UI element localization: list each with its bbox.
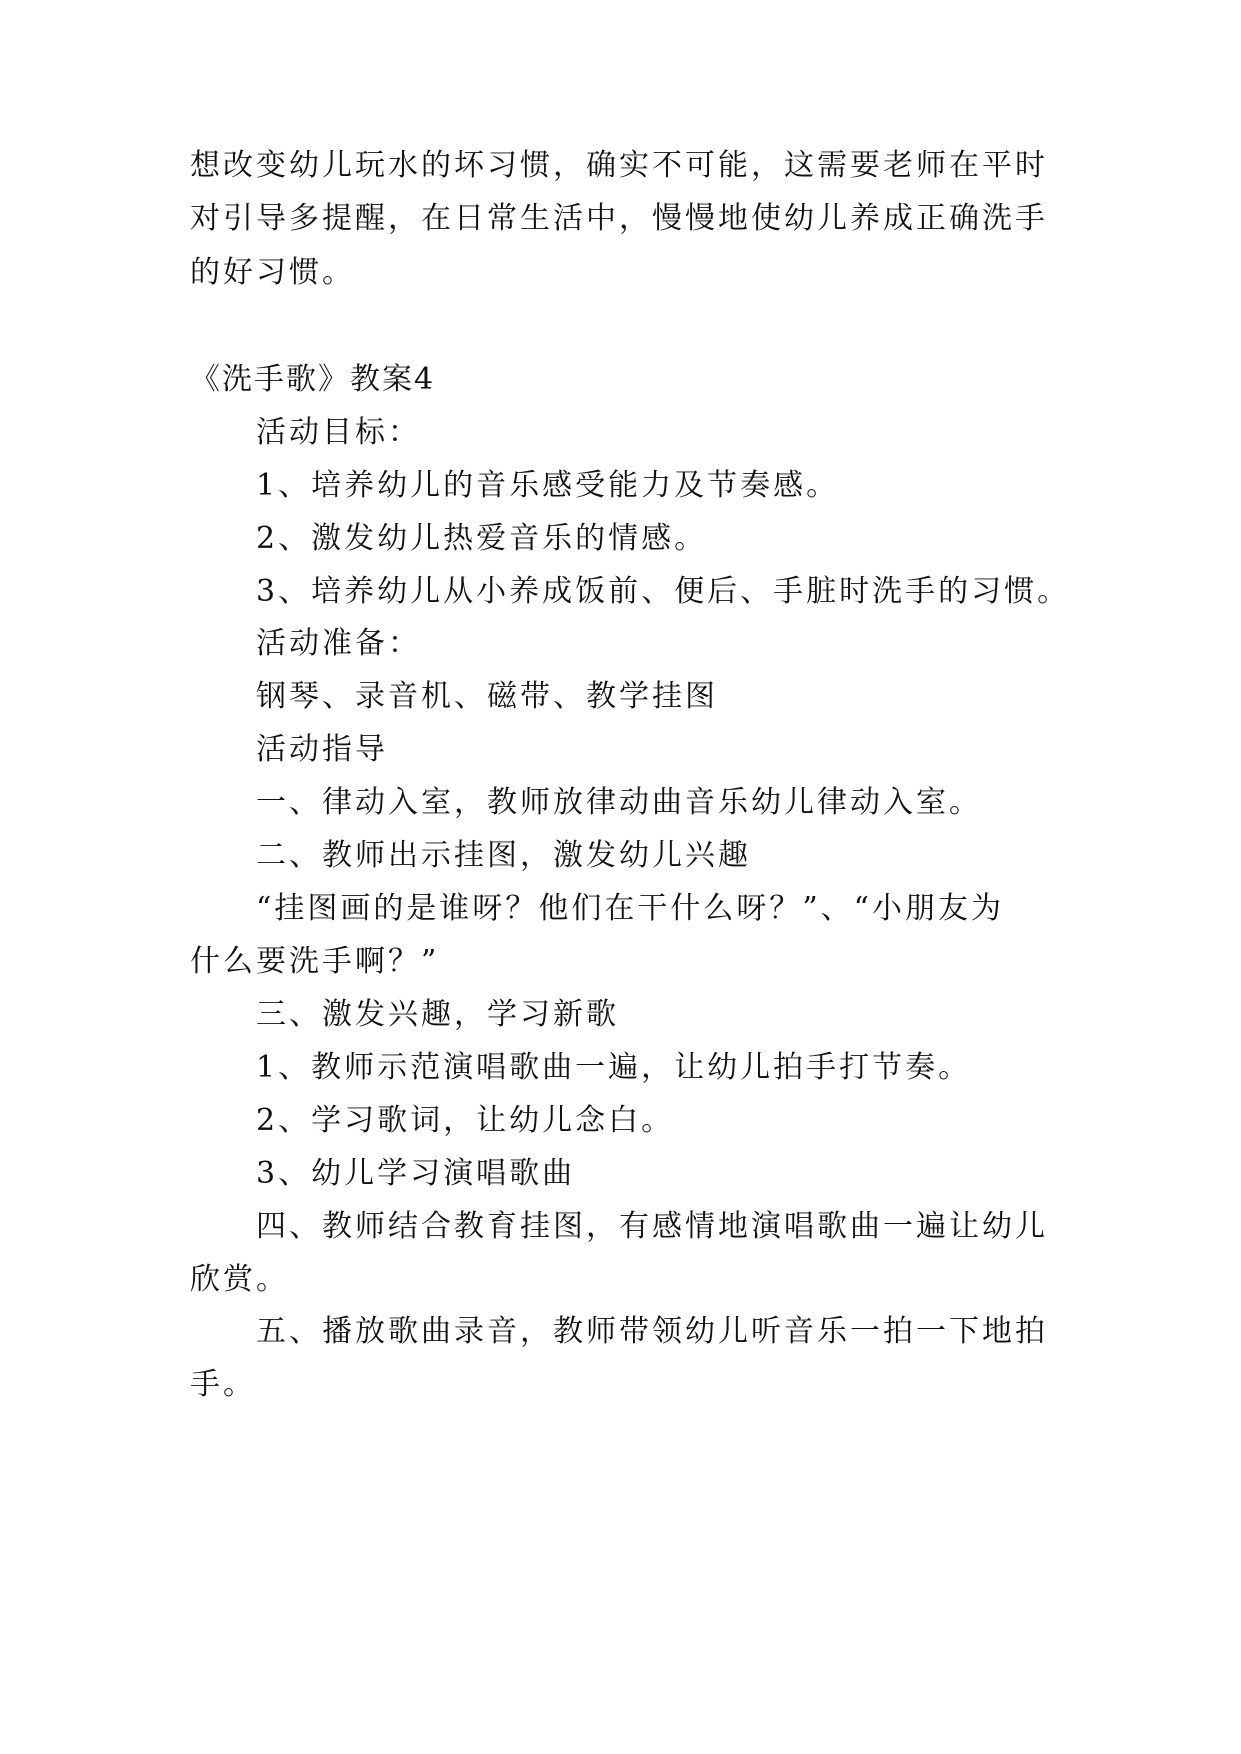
goal-item-3: 3、培养幼儿从小养成饭前、便后、手脏时洗手的习惯。 <box>256 574 1071 609</box>
guide-step-3-item-1: 1、教师示范演唱歌曲一遍，让幼儿拍手打节奏。 <box>256 1050 972 1085</box>
goal-item-2: 2、激发幼儿热爱音乐的情感。 <box>256 521 708 556</box>
guide-quote-line-1: “挂图画的是谁呀？他们在干什么呀？”、“小朋友为 <box>256 891 1005 926</box>
prep-text: 钢琴、录音机、磁带、教学挂图 <box>256 679 718 714</box>
intro-line-2: 对引导多提醒，在日常生活中，慢慢地使幼儿养成正确洗手 <box>190 201 1048 236</box>
goal-item-1: 1、培养幼儿的音乐感受能力及节奏感。 <box>256 468 840 503</box>
guide-step-3-item-3: 3、幼儿学习演唱歌曲 <box>256 1156 576 1191</box>
guide-step-4-line-1: 四、教师结合教育挂图，有感情地演唱歌曲一遍让幼儿 <box>256 1209 1048 1244</box>
guide-step-3: 三、激发兴趣，学习新歌 <box>256 997 619 1032</box>
guide-step-3-item-2: 2、学习歌词，让幼儿念白。 <box>256 1103 675 1138</box>
guide-step-5-line-1: 五、播放歌曲录音，教师带领幼儿听音乐一拍一下地拍 <box>256 1314 1048 1349</box>
intro-line-3: 的好习惯。 <box>190 255 355 290</box>
guide-quote-line-2: 什么要洗手啊？” <box>190 944 440 979</box>
guide-heading: 活动指导 <box>256 732 388 767</box>
intro-line-1: 想改变幼儿玩水的坏习惯，确实不可能，这需要老师在平时 <box>190 148 1048 183</box>
guide-step-5-line-2: 手。 <box>190 1367 256 1402</box>
section-title: 《洗手歌》教案4 <box>190 362 436 397</box>
prep-heading: 活动准备： <box>256 626 421 661</box>
guide-step-2: 二、教师出示挂图，激发幼儿兴趣 <box>256 838 751 873</box>
goals-heading: 活动目标： <box>256 415 421 450</box>
guide-step-4-line-2: 欣赏。 <box>190 1262 289 1297</box>
guide-step-1: 一、律动入室，教师放律动曲音乐幼儿律动入室。 <box>256 785 982 820</box>
